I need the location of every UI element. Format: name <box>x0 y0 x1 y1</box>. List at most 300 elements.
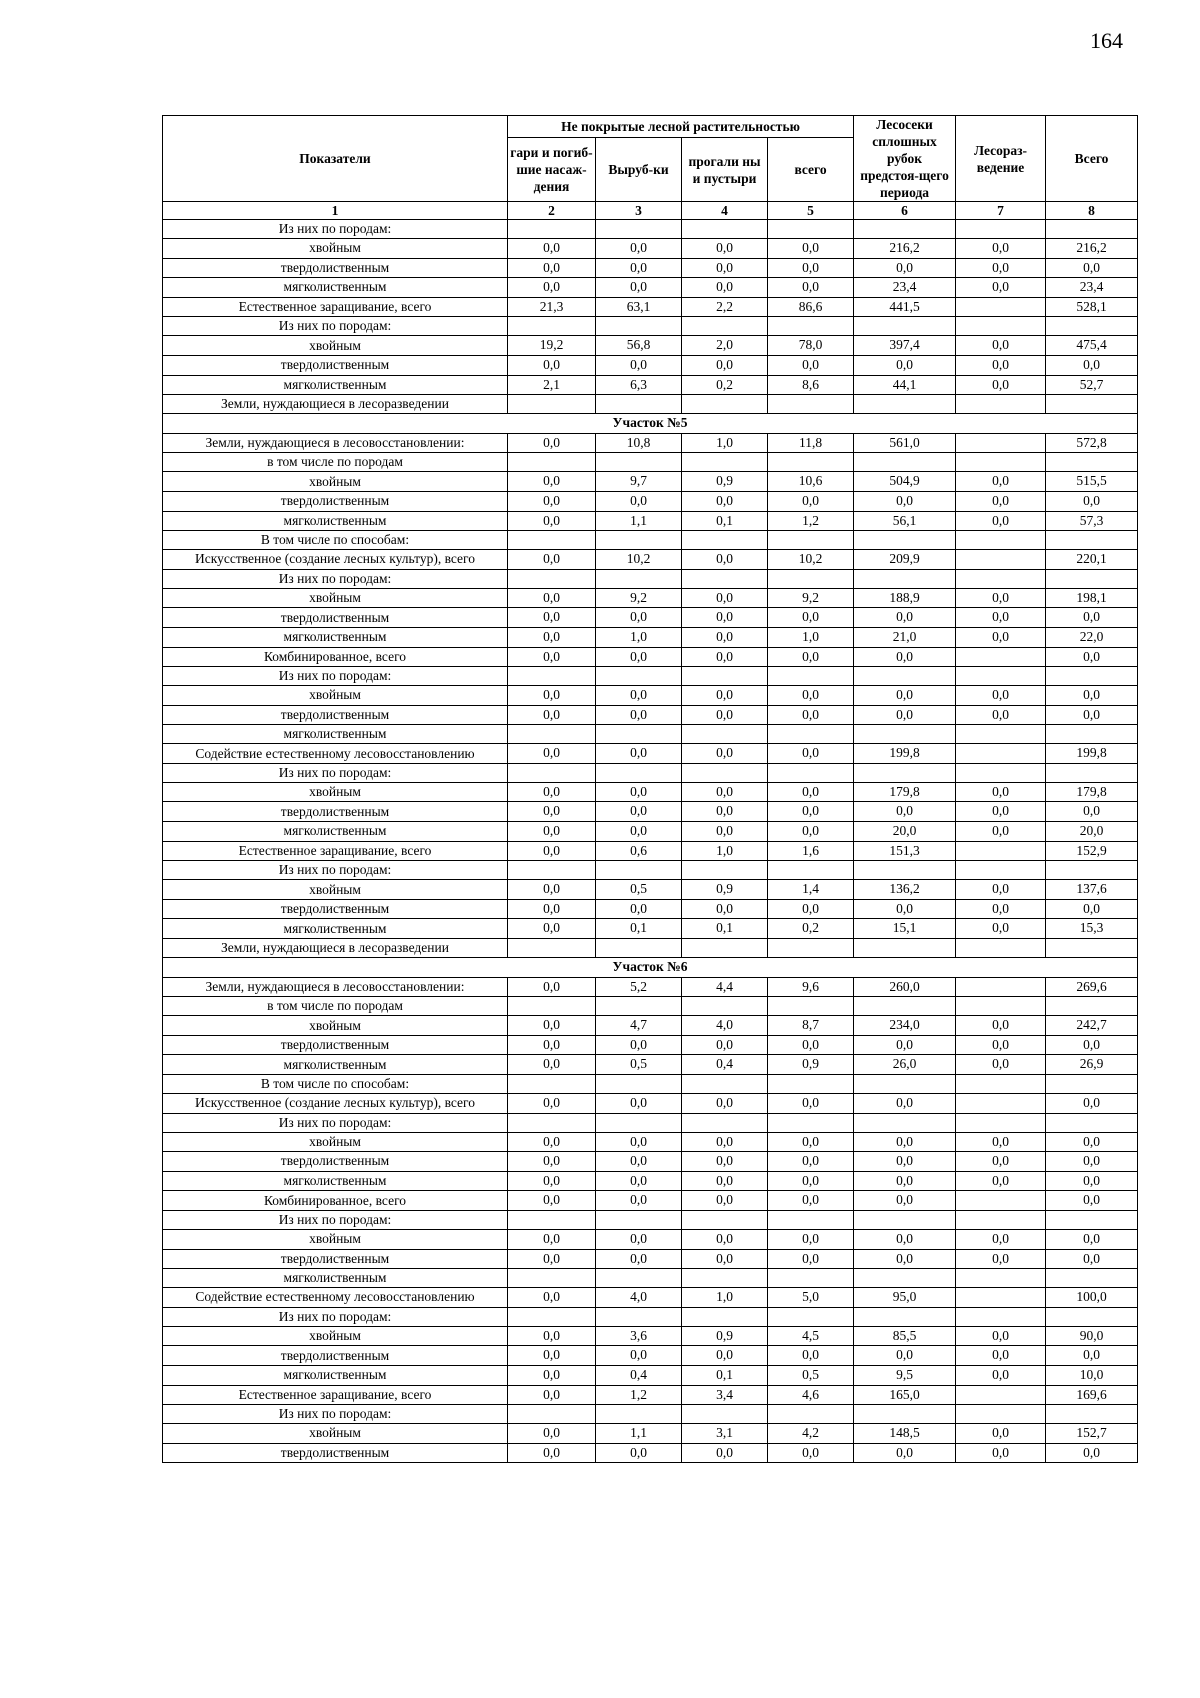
value-cell: 169,6 <box>1046 1385 1138 1405</box>
value-cell: 5,2 <box>596 977 682 997</box>
table-row <box>163 997 1138 1016</box>
table-row <box>163 1424 1138 1444</box>
value-cell <box>1046 763 1138 782</box>
value-cell: 0,0 <box>1046 686 1138 706</box>
value-cell <box>956 395 1046 414</box>
value-cell <box>682 220 768 239</box>
value-cell: 0,0 <box>596 647 682 667</box>
value-cell: 0,0 <box>682 1229 768 1249</box>
value-cell <box>768 531 854 550</box>
row-label: Из них по породам: <box>163 667 508 686</box>
value-cell: 0,0 <box>508 686 596 706</box>
value-cell: 0,0 <box>768 1191 854 1211</box>
value-cell: 0,0 <box>682 1094 768 1114</box>
value-cell: 515,5 <box>1046 472 1138 492</box>
row-label: мягколиственным <box>163 511 508 531</box>
value-cell: 0,0 <box>768 491 854 511</box>
value-cell <box>1046 453 1138 472</box>
value-cell <box>768 569 854 588</box>
value-cell: 0,0 <box>956 355 1046 375</box>
value-cell <box>1046 1075 1138 1094</box>
value-cell: 0,0 <box>854 1346 956 1366</box>
value-cell: 10,2 <box>596 550 682 570</box>
value-cell: 0,0 <box>596 1152 682 1172</box>
row-label: хвойным <box>163 1326 508 1346</box>
value-cell: 0,0 <box>508 841 596 861</box>
row-label: твердолиственным <box>163 1443 508 1463</box>
row-label: хвойным <box>163 472 508 492</box>
value-cell <box>768 1075 854 1094</box>
value-cell: 0,0 <box>854 1094 956 1114</box>
row-label: Естественное заращивание, всего <box>163 297 508 317</box>
value-cell <box>854 861 956 880</box>
value-cell: 216,2 <box>1046 239 1138 259</box>
value-cell: 0,1 <box>682 511 768 531</box>
value-cell: 20,0 <box>854 822 956 842</box>
table-row <box>163 977 1138 997</box>
value-cell <box>596 939 682 958</box>
value-cell: 0,0 <box>956 472 1046 492</box>
value-cell: 0,0 <box>956 1443 1046 1463</box>
value-cell: 0,0 <box>596 608 682 628</box>
value-cell <box>956 725 1046 744</box>
value-cell <box>596 861 682 880</box>
value-cell: 0,0 <box>682 278 768 298</box>
value-cell: 0,0 <box>768 686 854 706</box>
table-row <box>163 511 1138 531</box>
value-cell: 1,0 <box>768 627 854 647</box>
value-cell: 0,0 <box>1046 1152 1138 1172</box>
header-glades-wastelands: прогали ны и пустыри <box>682 138 768 202</box>
column-number: 3 <box>596 202 682 220</box>
value-cell <box>956 317 1046 336</box>
value-cell: 0,0 <box>768 899 854 919</box>
value-cell <box>768 725 854 744</box>
value-cell: 0,0 <box>956 802 1046 822</box>
value-cell: 0,0 <box>682 1132 768 1152</box>
value-cell: 0,0 <box>956 1424 1046 1444</box>
value-cell <box>508 220 596 239</box>
table-row <box>163 1075 1138 1094</box>
row-label: мягколиственным <box>163 278 508 298</box>
value-cell <box>768 939 854 958</box>
value-cell: 0,0 <box>682 1171 768 1191</box>
value-cell: 0,0 <box>596 899 682 919</box>
value-cell: 0,0 <box>956 1171 1046 1191</box>
row-label: в том числе по породам <box>163 453 508 472</box>
row-label: Естественное заращивание, всего <box>163 1385 508 1405</box>
value-cell: 0,0 <box>508 705 596 725</box>
value-cell <box>768 1113 854 1132</box>
value-cell <box>956 841 1046 861</box>
value-cell: 0,0 <box>596 705 682 725</box>
value-cell <box>1046 531 1138 550</box>
section-title: Участок №6 <box>163 958 1138 978</box>
value-cell: 0,0 <box>682 899 768 919</box>
value-cell: 0,0 <box>768 239 854 259</box>
value-cell: 26,9 <box>1046 1055 1138 1075</box>
row-label: мягколиственным <box>163 1365 508 1385</box>
value-cell: 0,0 <box>682 627 768 647</box>
value-cell <box>854 569 956 588</box>
value-cell: 0,5 <box>596 1055 682 1075</box>
value-cell: 441,5 <box>854 297 956 317</box>
value-cell: 199,8 <box>1046 744 1138 764</box>
value-cell <box>956 939 1046 958</box>
value-cell: 0,0 <box>956 278 1046 298</box>
value-cell <box>508 939 596 958</box>
value-cell <box>1046 667 1138 686</box>
value-cell <box>596 1075 682 1094</box>
value-cell: 19,2 <box>508 336 596 356</box>
value-cell <box>508 1405 596 1424</box>
value-cell: 0,0 <box>854 1171 956 1191</box>
row-label: Из них по породам: <box>163 317 508 336</box>
value-cell: 0,0 <box>508 258 596 278</box>
value-cell: 0,0 <box>768 1132 854 1152</box>
table-row <box>163 239 1138 259</box>
value-cell <box>596 569 682 588</box>
value-cell: 95,0 <box>854 1288 956 1308</box>
value-cell: 0,0 <box>682 782 768 802</box>
value-cell: 0,0 <box>1046 1171 1138 1191</box>
table-row <box>163 278 1138 298</box>
value-cell <box>508 1075 596 1094</box>
value-cell: 23,4 <box>854 278 956 298</box>
value-cell <box>508 667 596 686</box>
header-subtotal: всего <box>768 138 854 202</box>
value-cell: 152,7 <box>1046 1424 1138 1444</box>
value-cell <box>682 1269 768 1288</box>
value-cell: 0,0 <box>682 705 768 725</box>
value-cell <box>956 667 1046 686</box>
value-cell: 21,0 <box>854 627 956 647</box>
value-cell: 0,0 <box>1046 355 1138 375</box>
value-cell: 4,2 <box>768 1424 854 1444</box>
value-cell <box>854 997 956 1016</box>
value-cell: 0,0 <box>956 782 1046 802</box>
value-cell: 26,0 <box>854 1055 956 1075</box>
value-cell: 0,0 <box>682 588 768 608</box>
value-cell <box>596 1269 682 1288</box>
value-cell: 90,0 <box>1046 1326 1138 1346</box>
value-cell: 0,0 <box>956 258 1046 278</box>
value-cell: 0,0 <box>768 1094 854 1114</box>
value-cell <box>768 220 854 239</box>
value-cell <box>768 667 854 686</box>
value-cell: 4,7 <box>596 1016 682 1036</box>
value-cell <box>508 1307 596 1326</box>
value-cell: 0,0 <box>1046 1249 1138 1269</box>
value-cell <box>956 550 1046 570</box>
value-cell: 0,0 <box>508 1016 596 1036</box>
value-cell <box>682 763 768 782</box>
value-cell: 0,0 <box>1046 647 1138 667</box>
value-cell: 0,0 <box>956 899 1046 919</box>
value-cell: 11,8 <box>768 433 854 453</box>
row-label: твердолиственным <box>163 491 508 511</box>
row-label: твердолиственным <box>163 705 508 725</box>
table-row <box>163 1210 1138 1229</box>
value-cell <box>956 1191 1046 1211</box>
row-label: твердолиственным <box>163 1035 508 1055</box>
row-label: мягколиственным <box>163 375 508 395</box>
value-cell: 0,0 <box>508 1152 596 1172</box>
value-cell: 0,0 <box>682 1152 768 1172</box>
value-cell <box>508 1269 596 1288</box>
value-cell: 0,6 <box>596 841 682 861</box>
value-cell: 0,0 <box>1046 705 1138 725</box>
value-cell <box>956 744 1046 764</box>
row-label: Искусственное (создание лесных культур), всего <box>163 1094 508 1114</box>
value-cell: 0,0 <box>956 239 1046 259</box>
row-label: мягколиственным <box>163 725 508 744</box>
value-cell: 0,0 <box>956 588 1046 608</box>
value-cell <box>768 861 854 880</box>
table-row <box>163 258 1138 278</box>
value-cell: 0,0 <box>768 278 854 298</box>
value-cell: 0,0 <box>1046 1229 1138 1249</box>
value-cell: 0,0 <box>596 1443 682 1463</box>
value-cell <box>682 1307 768 1326</box>
value-cell: 5,0 <box>768 1288 854 1308</box>
table-row <box>163 220 1138 239</box>
row-label: хвойным <box>163 239 508 259</box>
value-cell: 242,7 <box>1046 1016 1138 1036</box>
table-row <box>163 686 1138 706</box>
table-row <box>163 336 1138 356</box>
value-cell <box>956 861 1046 880</box>
value-cell: 0,0 <box>596 258 682 278</box>
value-cell: 8,7 <box>768 1016 854 1036</box>
value-cell: 0,0 <box>1046 802 1138 822</box>
table-row <box>163 667 1138 686</box>
value-cell: 0,0 <box>956 1365 1046 1385</box>
value-cell: 0,0 <box>854 355 956 375</box>
value-cell: 0,0 <box>682 355 768 375</box>
row-label: твердолиственным <box>163 258 508 278</box>
value-cell <box>854 939 956 958</box>
value-cell: 78,0 <box>768 336 854 356</box>
value-cell: 0,0 <box>508 647 596 667</box>
value-cell <box>854 667 956 686</box>
value-cell: 100,0 <box>1046 1288 1138 1308</box>
value-cell: 0,0 <box>508 491 596 511</box>
row-label: твердолиственным <box>163 608 508 628</box>
value-cell: 0,0 <box>956 1326 1046 1346</box>
value-cell: 4,5 <box>768 1326 854 1346</box>
value-cell: 86,6 <box>768 297 854 317</box>
table-row <box>163 433 1138 453</box>
value-cell <box>956 1288 1046 1308</box>
value-cell: 0,0 <box>768 1229 854 1249</box>
value-cell: 1,1 <box>596 511 682 531</box>
value-cell: 0,0 <box>768 1443 854 1463</box>
value-cell: 1,1 <box>596 1424 682 1444</box>
value-cell: 0,0 <box>854 608 956 628</box>
value-cell: 4,0 <box>682 1016 768 1036</box>
value-cell <box>956 1405 1046 1424</box>
value-cell <box>682 395 768 414</box>
value-cell <box>682 861 768 880</box>
table-row <box>163 1229 1138 1249</box>
value-cell <box>956 997 1046 1016</box>
row-label: Из них по породам: <box>163 220 508 239</box>
section-title: Участок №5 <box>163 414 1138 434</box>
value-cell: 0,0 <box>596 1249 682 1269</box>
value-cell: 0,0 <box>682 802 768 822</box>
value-cell: 260,0 <box>854 977 956 997</box>
value-cell <box>682 667 768 686</box>
value-cell: 0,0 <box>508 1132 596 1152</box>
value-cell <box>682 317 768 336</box>
table-body <box>163 220 1138 1463</box>
value-cell: 0,1 <box>682 1365 768 1385</box>
row-label: Содействие естественному лесовосстановлению <box>163 744 508 764</box>
value-cell: 15,3 <box>1046 919 1138 939</box>
value-cell <box>596 763 682 782</box>
value-cell <box>768 1210 854 1229</box>
value-cell: 0,0 <box>596 1171 682 1191</box>
table-row <box>163 472 1138 492</box>
value-cell <box>768 997 854 1016</box>
value-cell: 1,6 <box>768 841 854 861</box>
row-label: хвойным <box>163 782 508 802</box>
header-total: Всего <box>1046 116 1138 202</box>
table-row <box>163 1035 1138 1055</box>
table-row <box>163 647 1138 667</box>
value-cell <box>596 531 682 550</box>
value-cell: 269,6 <box>1046 977 1138 997</box>
value-cell: 0,0 <box>768 744 854 764</box>
value-cell: 0,0 <box>508 1365 596 1385</box>
value-cell: 216,2 <box>854 239 956 259</box>
value-cell: 9,5 <box>854 1365 956 1385</box>
value-cell <box>854 395 956 414</box>
value-cell: 504,9 <box>854 472 956 492</box>
value-cell: 165,0 <box>854 1385 956 1405</box>
value-cell: 0,0 <box>508 355 596 375</box>
table-row <box>163 822 1138 842</box>
value-cell: 0,0 <box>768 1249 854 1269</box>
value-cell: 56,8 <box>596 336 682 356</box>
header-clearcut-areas: Лесосеки сплошных рубок предстоя-щего периода <box>854 116 956 202</box>
value-cell: 188,9 <box>854 588 956 608</box>
value-cell: 0,0 <box>768 802 854 822</box>
value-cell: 0,0 <box>854 1249 956 1269</box>
value-cell: 0,0 <box>508 1346 596 1366</box>
value-cell: 220,1 <box>1046 550 1138 570</box>
column-number: 6 <box>854 202 956 220</box>
value-cell: 0,0 <box>596 355 682 375</box>
value-cell <box>854 1075 956 1094</box>
table-row <box>163 627 1138 647</box>
value-cell: 0,0 <box>768 1171 854 1191</box>
value-cell: 0,0 <box>508 822 596 842</box>
value-cell <box>508 453 596 472</box>
value-cell: 0,0 <box>508 627 596 647</box>
value-cell: 0,0 <box>956 627 1046 647</box>
value-cell: 0,0 <box>508 278 596 298</box>
table-row <box>163 1249 1138 1269</box>
table-row <box>163 861 1138 880</box>
value-cell <box>596 395 682 414</box>
value-cell: 198,1 <box>1046 588 1138 608</box>
value-cell: 15,1 <box>854 919 956 939</box>
row-label: твердолиственным <box>163 802 508 822</box>
row-label: твердолиственным <box>163 355 508 375</box>
value-cell: 0,0 <box>956 1346 1046 1366</box>
value-cell: 0,4 <box>596 1365 682 1385</box>
value-cell: 137,6 <box>1046 880 1138 900</box>
row-label: Комбинированное, всего <box>163 647 508 667</box>
row-label: хвойным <box>163 686 508 706</box>
column-number: 5 <box>768 202 854 220</box>
value-cell: 0,0 <box>508 880 596 900</box>
row-label: твердолиственным <box>163 899 508 919</box>
row-label: Естественное заращивание, всего <box>163 841 508 861</box>
value-cell <box>768 1307 854 1326</box>
row-label: хвойным <box>163 880 508 900</box>
row-label: хвойным <box>163 1132 508 1152</box>
value-cell: 0,0 <box>508 1424 596 1444</box>
value-cell: 63,1 <box>596 297 682 317</box>
value-cell: 0,5 <box>596 880 682 900</box>
value-cell <box>956 1075 1046 1094</box>
value-cell <box>956 977 1046 997</box>
value-cell <box>508 1113 596 1132</box>
value-cell: 234,0 <box>854 1016 956 1036</box>
value-cell: 151,3 <box>854 841 956 861</box>
value-cell: 0,2 <box>768 919 854 939</box>
value-cell: 0,0 <box>682 744 768 764</box>
value-cell: 0,0 <box>508 782 596 802</box>
value-cell: 397,4 <box>854 336 956 356</box>
value-cell: 1,0 <box>682 433 768 453</box>
value-cell <box>854 763 956 782</box>
value-cell: 0,9 <box>768 1055 854 1075</box>
value-cell <box>1046 1113 1138 1132</box>
value-cell: 23,4 <box>1046 278 1138 298</box>
value-cell: 2,0 <box>682 336 768 356</box>
value-cell: 44,1 <box>854 375 956 395</box>
value-cell: 179,8 <box>1046 782 1138 802</box>
forest-restoration-table <box>162 115 1138 1463</box>
value-cell: 0,0 <box>956 1249 1046 1269</box>
row-label: твердолиственным <box>163 1249 508 1269</box>
value-cell: 0,0 <box>596 782 682 802</box>
value-cell: 0,0 <box>508 1443 596 1463</box>
value-cell: 0,0 <box>768 608 854 628</box>
value-cell <box>768 453 854 472</box>
value-cell: 0,0 <box>508 511 596 531</box>
value-cell <box>1046 395 1138 414</box>
value-cell <box>508 395 596 414</box>
value-cell: 2,2 <box>682 297 768 317</box>
row-label: в том числе по породам <box>163 997 508 1016</box>
value-cell: 0,0 <box>682 491 768 511</box>
table-row <box>163 919 1138 939</box>
value-cell: 0,0 <box>956 1132 1046 1152</box>
row-label: Из них по породам: <box>163 1113 508 1132</box>
value-cell: 0,0 <box>508 802 596 822</box>
value-cell <box>596 725 682 744</box>
value-cell: 0,0 <box>854 647 956 667</box>
row-label: мягколиственным <box>163 919 508 939</box>
row-label: Из них по породам: <box>163 1307 508 1326</box>
value-cell: 0,0 <box>596 802 682 822</box>
row-label: хвойным <box>163 588 508 608</box>
